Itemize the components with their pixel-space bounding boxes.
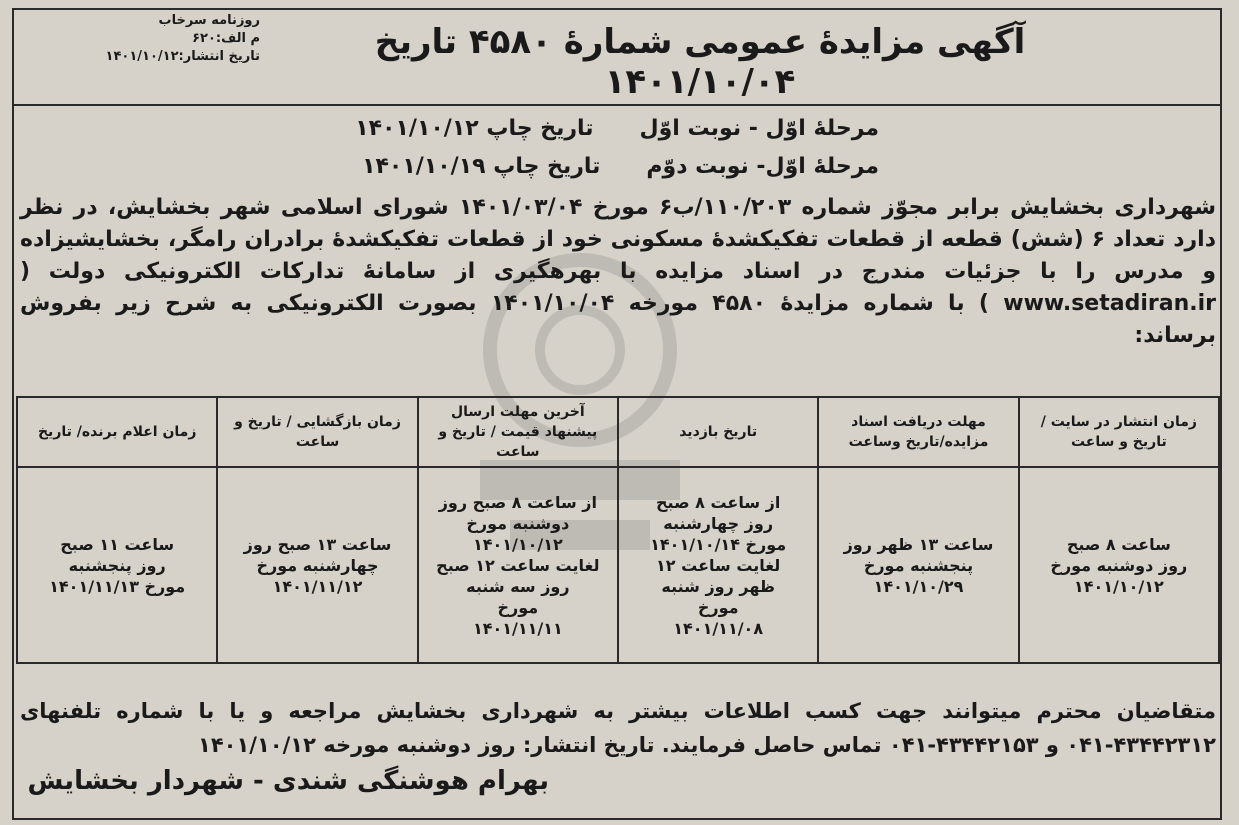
header-document-deadline: مهلت دریافت اسناد مزایده/تاریخ وساعت <box>818 397 1018 467</box>
cell-document-deadline: ساعت ۱۳ ظهر روز پنجشنبه مورخ ۱۴۰۱/۱۰/۲۹ <box>818 467 1018 663</box>
paper-publish-date: تاریخ انتشار:۱۴۰۱/۱۰/۱۲ <box>105 49 260 64</box>
cell-visit-date: از ساعت ۸ صبح روز چهارشنبه مورخ ۱۴۰۱/۱۰/۱۴ لغایت ساعت ۱۲ ظهر روز شنبه مورخ ۱۴۰۱/۱۱/۰۸ <box>618 467 818 663</box>
cell-winner-announcement: ساعت ۱۱ صبح روز پنجشنبه مورخ ۱۴۰۱/۱۱/۱۳ <box>17 467 217 663</box>
table-row <box>17 467 1219 663</box>
stage-label: مرحلهٔ اوّل - نوبت اوّل <box>639 116 879 141</box>
stage-print-date: تاریخ چاپ ۱۴۰۱/۱۰/۱۲ <box>355 116 594 141</box>
notice-title: آگهی مزایدهٔ عمومی شمارهٔ ۴۵۸۰ تاریخ ۱۴۰۱/۱۰/۰۴ <box>374 22 1026 102</box>
contact-paragraph: متقاضیان محترم میتوانند جهت کسب اطلاعات بیشتر به شهرداری بخشایش مراجعه و یا با شماره تلفنهای ۴۳۴۴۲۳۱۲-۰۴۱ و ۴۳۴۴۲۱۵۳-۰۴۱ تماس حاصل فرمایند. تاریخ انتشار: روز دوشنبه مورخه ۱۴۰۱/۱۰/۱۲ <box>20 699 1216 757</box>
stage-label: مرحلهٔ اوّل- نوبت دوّم <box>646 154 879 179</box>
paper-name: روزنامه سرخاب <box>158 13 260 28</box>
cell-bid-deadline: از ساعت ۸ صبح روز دوشنبه مورخ ۱۴۰۱/۱۰/۱۲ لغایت ساعت ۱۲ صبح روز سه شنبه مورخ ۱۴۰۱/۱۱/۱۱ <box>418 467 618 663</box>
paper-info <box>100 12 260 66</box>
mayor-signature: بهرام هوشنگی شندی - شهردار بخشایش <box>27 766 549 796</box>
header-site-publish-time: زمان انتشار در سایت / تاریخ و ساعت <box>1019 397 1219 467</box>
stage-line-2 <box>362 154 879 179</box>
cell-site-publish-time: ساعت ۸ صبح روز دوشنبه مورخ ۱۴۰۱/۱۰/۱۲ <box>1019 467 1219 663</box>
header-winner-announcement: زمان اعلام برنده/ تاریخ <box>17 397 217 467</box>
notice-body: شهرداری بخشایش برابر مجوّز شماره ۱۱۰/۲۰۳/ب۶ مورخ ۱۴۰۱/۰۳/۰۴ شورای اسلامی شهر بخشایش، در نظر دارد تعداد ۶ (شش) قطعه از قطعات تفکیکشدهٔ مسکونی خود از قطعات تفکیکشدهٔ برادران رامگر، بخشایشیزاده و مدرس را با جزئیات مندرج در اسناد مزایده با بهرهگیری از سامانهٔ تدارکات الکترونیکی دولت ( www.setadiran.ir ) با شماره مزایدهٔ ۴۵۸۰ مورخه ۱۴۰۱/۱۰/۰۴ بصورت الکترونیکی به شرح زیر بفروش برساند: <box>20 195 1216 348</box>
cell-opening-time: ساعت ۱۳ صبح روز چهارشنبه مورخ ۱۴۰۱/۱۱/۱۲ <box>217 467 417 663</box>
title-divider <box>14 104 1220 106</box>
stage-line-1 <box>355 116 879 141</box>
header-visit-date: تاریخ بازدید <box>618 397 818 467</box>
header-bid-deadline: آخرین مهلت ارسال پیشنهاد قیمت / تاریخ و ساعت <box>418 397 618 467</box>
stage-print-date: تاریخ چاپ ۱۴۰۱/۱۰/۱۹ <box>362 154 601 179</box>
header-opening-time: زمان بازگشایی / تاریخ و ساعت <box>217 397 417 467</box>
table-header-row <box>17 397 1219 467</box>
auction-schedule-table <box>16 396 1220 664</box>
paper-code: م الف:۶۲۰ <box>192 31 260 46</box>
